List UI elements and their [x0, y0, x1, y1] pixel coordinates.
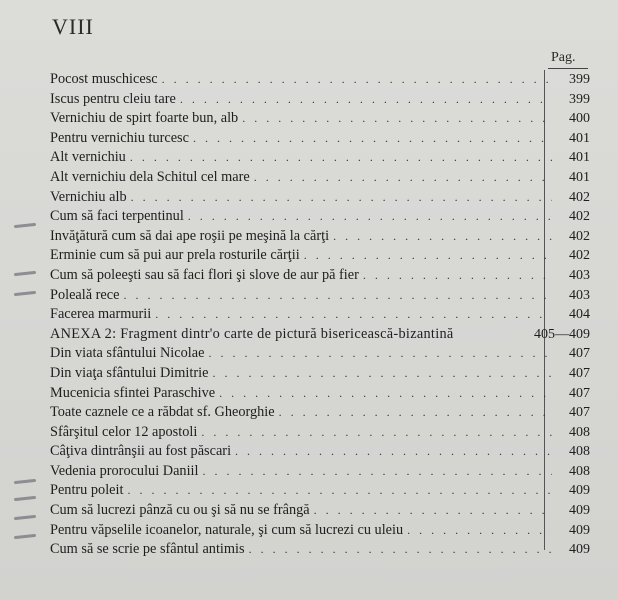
entry-title: Pentru văpselile icoanelor, naturale, şi cum să lucrezi cu uleiu [50, 521, 404, 538]
entry-page-number: 399 [569, 72, 590, 87]
toc-entry [50, 403, 590, 423]
toc-entry [50, 168, 590, 188]
toc-entry [50, 70, 590, 90]
entry-title: Toate caznele ce a răbdat sf. Gheorghie [50, 404, 275, 421]
leader-dots [130, 148, 552, 168]
leader-dots [235, 442, 552, 462]
leader-dots [219, 384, 552, 404]
pencil-mark [14, 496, 36, 501]
entry-title: Polealǎ rece [50, 286, 120, 303]
entry-title: ANEXA 2: Fragment dintr'o carte de pictură bisericească-bizantină [50, 325, 454, 342]
entry-title: Din viata sfântului Nicolae [50, 345, 205, 362]
entry-title: Alt vernichiu [50, 149, 126, 166]
toc-entry [50, 521, 590, 541]
page-number-roman: VIII [52, 14, 94, 39]
entry-page-number: 408 [569, 424, 590, 440]
entry-page-number: 407 [569, 365, 590, 381]
entry-page-number: 399 [569, 91, 590, 107]
entry-title: Invăţătură cum să dai ape roşii pe meşină la cărţi [50, 227, 330, 244]
leader-dots [162, 70, 552, 90]
toc-entry [50, 344, 590, 364]
entry-title: Alt vernichiu dela Schitul cel mare [50, 168, 250, 185]
toc-entry [50, 501, 590, 521]
entry-title: Vernichiu de spirt foarte bun, alb [50, 110, 239, 127]
entry-page-number: 409 [569, 522, 590, 538]
toc-annex-entry [50, 325, 590, 345]
entry-page-number: 407 [569, 385, 590, 401]
table-of-contents [50, 70, 590, 560]
entry-page-number: 403 [569, 287, 590, 303]
entry-page-number: 401 [569, 130, 590, 146]
entry-title: Pentru vernichiu turcesc [50, 129, 189, 146]
entry-title: Din viaţa sfântului Dimitrie [50, 364, 209, 381]
entry-page-number: 405—409 [534, 326, 590, 342]
entry-title: Cum să poleeşti sau să faci flori şi slove de aur pă fier [50, 266, 359, 283]
entry-title: Cum să lucrezi pânză cu ou şi să nu se frângă [50, 502, 310, 519]
toc-entry [50, 305, 590, 325]
entry-title: Mucenicia sfintei Paraschive [50, 384, 216, 401]
entry-title: Vernichiu alb [50, 188, 127, 205]
toc-entry [50, 207, 590, 227]
pencil-mark [14, 479, 36, 484]
toc-entry [50, 188, 590, 208]
page-column-label: Pag. [551, 50, 576, 65]
leader-dots [127, 481, 552, 501]
toc-entry [50, 90, 590, 110]
column-label-underline [548, 68, 588, 69]
leader-dots [254, 168, 552, 188]
entry-page-number: 404 [569, 307, 590, 323]
pencil-mark [14, 271, 36, 276]
entry-page-number: 407 [569, 346, 590, 362]
leader-dots [242, 109, 552, 129]
leader-dots [208, 344, 552, 364]
toc-entry [50, 246, 590, 266]
leader-dots [333, 227, 552, 247]
leader-dots [279, 403, 552, 423]
leader-dots [155, 305, 552, 325]
entry-page-number: 409 [569, 503, 590, 519]
toc-entry [50, 109, 590, 129]
leader-dots [363, 266, 552, 286]
entry-page-number: 402 [569, 228, 590, 244]
entry-page-number: 400 [569, 111, 590, 127]
entry-page-number: 402 [569, 209, 590, 225]
toc-entry [50, 286, 590, 306]
leader-dots [202, 462, 552, 482]
entry-page-number: 409 [569, 483, 590, 499]
leader-dots [193, 129, 552, 149]
leader-dots [131, 188, 552, 208]
toc-entry [50, 227, 590, 247]
leader-dots [123, 286, 552, 306]
entry-page-number: 401 [569, 150, 590, 166]
entry-page-number: 408 [569, 444, 590, 460]
entry-title: Pentru poleit [50, 482, 124, 499]
entry-page-number: 401 [569, 169, 590, 185]
entry-title: Pocost muschicesc [50, 71, 158, 87]
entry-title: Erminie cum să pui aur prela rosturile cărţii [50, 247, 300, 264]
toc-entry [50, 148, 590, 168]
toc-entry [50, 364, 590, 384]
toc-entry [50, 384, 590, 404]
entry-title: Vedenia prorocului Daniil [50, 462, 199, 479]
leader-dots [212, 364, 552, 384]
toc-entry [50, 442, 590, 462]
leader-dots [407, 521, 552, 541]
entry-title: Cum să faci terpentinul [50, 208, 184, 225]
leader-dots [188, 207, 552, 227]
pencil-mark [14, 291, 36, 296]
entry-title: Câţiva dintrânşii au fost păscari [50, 443, 232, 460]
pencil-mark [14, 515, 36, 520]
leader-dots [180, 90, 552, 110]
entry-page-number: 402 [569, 189, 590, 205]
toc-entry [50, 462, 590, 482]
toc-entry [50, 481, 590, 501]
leader-dots [314, 501, 552, 521]
toc-entry [50, 423, 590, 443]
entry-page-number: 408 [569, 463, 590, 479]
leader-dots [201, 423, 552, 443]
toc-entry [50, 266, 590, 286]
entry-title: Cum să se scrie pe sfântul antimis [50, 541, 245, 558]
entry-title: Facerea marmurii [50, 306, 152, 323]
entry-page-number: 409 [569, 542, 590, 558]
pencil-mark [14, 534, 36, 539]
toc-entry [50, 129, 590, 149]
entry-page-number: 402 [569, 248, 590, 264]
entry-page-number: 407 [569, 405, 590, 421]
entry-title: Iscus pentru cleiu tare [50, 90, 176, 107]
leader-dots [304, 246, 552, 266]
leader-dots [249, 540, 552, 560]
pencil-mark [14, 223, 36, 228]
entry-title: Sfârşitul celor 12 apostoli [50, 423, 198, 440]
entry-page-number: 403 [569, 267, 590, 283]
toc-entry [50, 540, 590, 560]
